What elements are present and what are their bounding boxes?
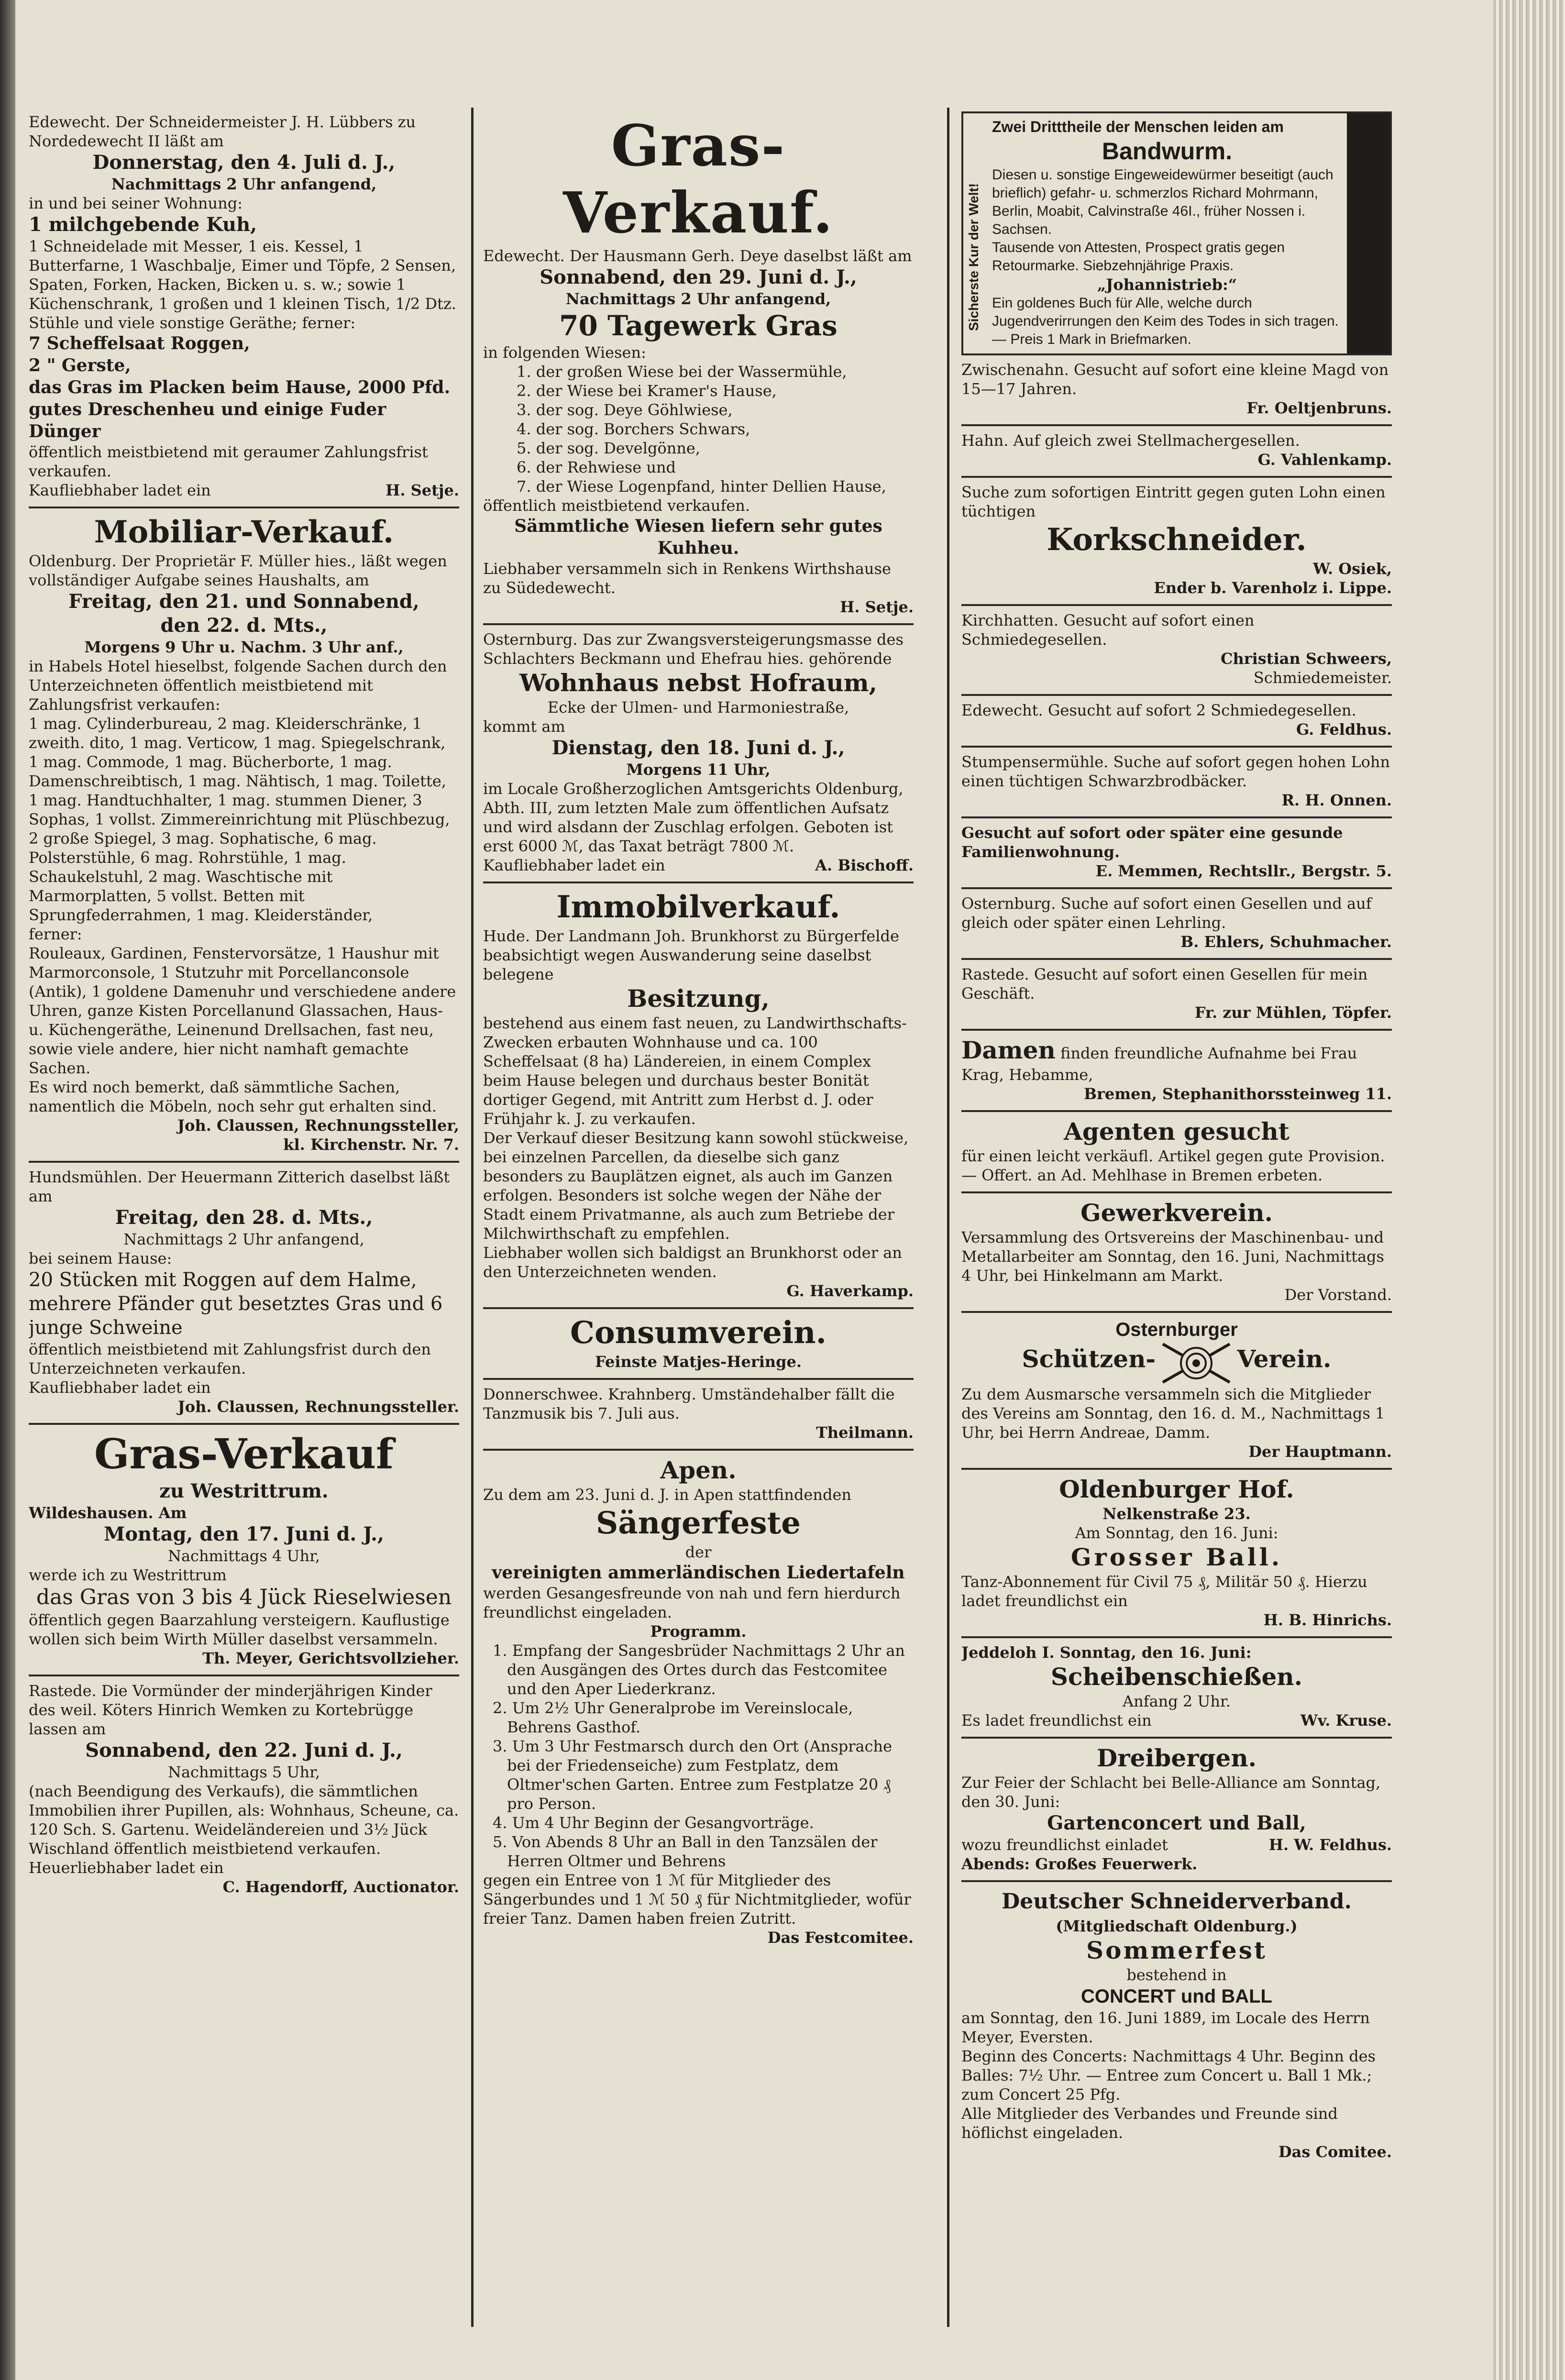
ad-line: öffentlich meistbietend mit geraumer Zahlungsfrist verkaufen. bbox=[29, 443, 428, 480]
ad-title: Apen. bbox=[660, 1456, 737, 1484]
ad-sig-pre: Es ladet freundlichst ein bbox=[961, 1711, 1152, 1730]
ad-body: Tausende von Attesten, Prospect gratis gegen Retourmarke. Siebzehnjährige Praxis. bbox=[992, 240, 1285, 274]
ad-text: Zu dem Ausmarsche versammeln sich die Mitglieder des Vereins am Sonntag, den 16. d. M., Nachmittags 1 Uhr, bei Herrn Andreae, Damm. bbox=[961, 1385, 1385, 1442]
ad-familienwohnung bbox=[961, 818, 1392, 889]
ad-bandwurm-box bbox=[961, 111, 1392, 355]
ad-program-item: 4. Um 4 Uhr Beginn der Gesangvorträge. bbox=[493, 1814, 814, 1832]
ad-sig: G. Vahlenkamp. bbox=[1257, 451, 1392, 469]
ad-title: Dreibergen. bbox=[1096, 1744, 1257, 1772]
ad-sig: Joh. Claussen, Rechnungssteller, bbox=[177, 1116, 459, 1135]
ad-sig: E. Memmen, Rechtsllr., Bergstr. 5. bbox=[1095, 862, 1392, 880]
ad-time: Nachmittags 2 Uhr anfangend, bbox=[111, 175, 377, 193]
ad-big: 70 Tagewerk Gras bbox=[559, 309, 838, 342]
ad-damen bbox=[961, 1031, 1392, 1112]
ad-note: Es wird noch bemerkt, daß sämmtliche Sachen, namentlich die Möbeln, noch sehr gut erhalten sind. bbox=[29, 1078, 437, 1115]
ad-time: Morgens 11 Uhr, bbox=[626, 760, 771, 779]
ad-invite: werden Gesangesfreunde von nah und fern hierdurch freundlichst eingeladen. bbox=[483, 1584, 901, 1621]
ad-text: am Sonntag, den 16. Juni 1889, im Locale des Herrn Meyer, Eversten. bbox=[961, 2009, 1370, 2046]
ad-title-right: Verein. bbox=[1237, 1344, 1332, 1373]
ad-text: Stumpensermühle. Suche auf sofort gegen hohen Lohn einen tüchtigen Schwarzbrodbäcker. bbox=[961, 753, 1390, 790]
ad-list: 1 mag. Cylinderbureau, 2 mag. Kleiderschränke, 1 zweith. dito, 1 mag. Verticow, 1 mag. Spiegelschrank, 1 mag. Commode, 1 mag. Bücherborte, 1 mag. Damenschreibtisch, 1 mag. Nähtisch, 1 mag. Toilette, 1 mag. Handtuchhalter, 1 mag. stummen Diener, 3 Sophas, 1 vollst. Zimmereinrichtung mit Plüschbezug, 2 große Spiegel, 3 mag. Sophatische, 6 mag. Polsterstühle, 6 mag. Rohrstühle, 1 mag. Schaukelstuhl, 2 mag. Waschtische mit Marmorplatten, 5 vollst. Betten mit Sprungfederrahmen, 1 mag. Kleiderständer, bbox=[29, 715, 450, 924]
ad-list-item: 2. der Wiese bei Kramer's Hause, bbox=[517, 382, 777, 400]
ad-consumverein bbox=[483, 1309, 914, 1380]
ad-sig: Theilmann. bbox=[816, 1423, 914, 1442]
ad-body: Der Verkauf dieser Besitzung kann sowohl stückweise, bei einzelnen Parcellen, da dieselbe sich ganz besonders zu Bauplätzen eignet, als auch im Ganzen erfolgen. Besonders ist solche wegen der Nähe der Stadt einem Privatmanne, als auch zum Betriebe der Milchwirthschaft zu empfehlen. bbox=[483, 1129, 909, 1243]
ad-gewerkverein bbox=[961, 1193, 1392, 1313]
ad-sig: W. Osiek, bbox=[1313, 560, 1392, 578]
ad-quote: „Johannistrieb:“ bbox=[1097, 275, 1237, 294]
ad-list: Rouleaux, Gardinen, Fenstervorsätze, 1 Haushur mit Marmorconsole, 1 Stutzuhr mit Porcellanconsole (Antik), 1 goldene Damenuhr und verschiedene andere Uhren, ganze Kisten Porcellanund Glassachen, Haus- u. Küchengeräthe, Leinenund Drellsachen, fast neu, sowie viele andere, hier nicht namhaft gemachte Sachen. bbox=[29, 944, 456, 1077]
ad-oldenburger-hof bbox=[961, 1470, 1392, 1638]
ad-body: das Gras von 3 bis 4 Jück Rieselwiesen bbox=[36, 1585, 452, 1609]
ad-time: Nachmittags 2 Uhr anfangend, bbox=[565, 290, 831, 308]
ad-date: Montag, den 17. Juni d. J., bbox=[104, 1523, 384, 1545]
ad-der: der bbox=[685, 1543, 712, 1561]
ad-addr: Nelkenstraße 23. bbox=[1102, 1505, 1251, 1523]
ad-text: Edewecht. Gesucht auf sofort 2 Schmiedegesellen. bbox=[961, 701, 1356, 719]
ad-dreibergen bbox=[961, 1739, 1392, 1882]
ad-immobilverkauf bbox=[483, 883, 914, 1309]
ad-top: Osternburger bbox=[1115, 1319, 1238, 1340]
ad-sig: Das Festcomitee. bbox=[767, 1928, 914, 1947]
ad-inv: wozu freundlichst einladet bbox=[961, 1836, 1168, 1854]
ad-program-item: 5. Von Abends 8 Uhr an Ball in den Tanzsälen der Herren Oltmer und Behrens bbox=[493, 1833, 878, 1870]
ad-rastede-wemken bbox=[29, 1676, 459, 1903]
ad-date: Sonnabend, den 29. Juni d. J., bbox=[540, 266, 857, 288]
target-crossed-rifles-icon bbox=[1160, 1342, 1232, 1385]
ad-extra: Abends: Großes Feuerwerk. bbox=[961, 1855, 1198, 1873]
ad-kommt: kommt am bbox=[483, 717, 565, 736]
ad-line: 1 milchgebende Kuh, bbox=[29, 213, 257, 236]
ad-bestehend: bestehend in bbox=[1126, 1966, 1227, 1984]
ad-black-bar bbox=[1347, 113, 1390, 353]
ad-date: Dienstag, den 18. Juni d. J., bbox=[551, 737, 845, 759]
ad-schuetzenverein bbox=[961, 1313, 1392, 1470]
ad-agenten bbox=[961, 1112, 1392, 1193]
ad-body: Liebhaber wollen sich baldigst an Brunkhorst oder an den Unterzeichneten wenden. bbox=[483, 1244, 902, 1281]
ad-sig: Der Hauptmann. bbox=[1248, 1443, 1392, 1461]
ad-sig: H. W. Feldhus. bbox=[1268, 1836, 1392, 1854]
ad-text: Kirchhatten. Gesucht auf sofort einen Schmiedegesellen. bbox=[961, 611, 1255, 649]
ad-zwischenahn bbox=[961, 355, 1392, 426]
ad-text: Hahn. Auf gleich zwei Stellmachergesellen. bbox=[961, 431, 1300, 450]
ad-line: 1 Schneidelade mit Messer, 1 eis. Kessel, 1 Butterfarne, 1 Waschbalje, Eimer und Töpfe, 2 Sensen, Spaten, Forken, Hacken, Bicken u. s. w.; sowie 1 Küchenschrank, 1 großen und 1 kleinen Tisch, 1/2 Dtz. Stühle und viele sonstige Geräthe; ferner: bbox=[29, 237, 456, 332]
ad-intro: Suche zum sofortigen Eintritt gegen guten Lohn einen tüchtigen bbox=[961, 483, 1386, 520]
ad-intro: Edewecht. Der Schneidermeister J. H. Lübbers zu Nordedewecht II läßt am bbox=[29, 113, 416, 150]
ad-body: in Habels Hotel hieselbst, folgende Sachen durch den Unterzeichneten öffentlich meistbietend mit Zahlungsfrist verkaufen: bbox=[29, 657, 447, 714]
ad-edewecht-luebbers bbox=[29, 108, 459, 508]
ad-big: Sommerfest bbox=[1086, 1936, 1267, 1964]
ad-sig: G. Haverkamp. bbox=[786, 1282, 914, 1300]
ad-side-text: Sicherste Kur der Welt! bbox=[966, 183, 981, 331]
ad-sig: Joh. Claussen, Rechnungssteller. bbox=[177, 1398, 459, 1416]
ad-title: Immobilverkauf. bbox=[556, 889, 840, 925]
ad-apen-saengerfest bbox=[483, 1451, 914, 1954]
ad-date: Donnerstag, den 4. Juli d. J., bbox=[92, 151, 396, 174]
ad-sig: Wv. Kruse. bbox=[1300, 1711, 1392, 1730]
ad-line: 7 Scheffelsaat Roggen, bbox=[29, 333, 250, 353]
ad-sig: H. Setje. bbox=[386, 481, 459, 499]
ad-list-item: 7. der Wiese Logenpfand, hinter Dellien Hause, bbox=[517, 477, 886, 496]
ad-intro: Jeddeloh I. Sonntag, den 16. Juni: bbox=[961, 1643, 1252, 1662]
ad-date: Am Sonntag, den 16. Juni: bbox=[1075, 1524, 1278, 1542]
column-rule-right bbox=[947, 108, 949, 2327]
ad-osternburg-ehlers bbox=[961, 889, 1392, 960]
ad-head: Zwei Dritttheile der Menschen leiden am bbox=[992, 118, 1284, 135]
ad-rastede-muehlen bbox=[961, 960, 1392, 1031]
ad-date: den 22. d. Mts., bbox=[160, 614, 328, 637]
ad-time: Nachmittags 2 Uhr anfangend, bbox=[123, 1230, 364, 1248]
ad-text: Gesucht auf sofort oder später eine gesunde Familienwohnung. bbox=[961, 824, 1343, 861]
ad-mobiliar-verkauf bbox=[29, 508, 459, 1163]
ad-date: Sonnabend, den 22. Juni d. J., bbox=[85, 1739, 403, 1762]
ad-body: bestehend aus einem fast neuen, zu Landwirthschafts-Zwecken erbauten Wohnhause und ca. 100 Scheffelsaat (8 ha) Ländereien, in einem Complex beim Hause belegen und durchaus bester Bonität dortiger Gegend, mit Antritt zum Herbst d. J. oder Frühjahr k. J. zu verkaufen. bbox=[483, 1014, 907, 1128]
ad-title: Deutscher Schneiderverband. bbox=[1002, 1889, 1352, 1914]
ad-sig-pre: Kaufliebhaber ladet ein bbox=[29, 481, 211, 499]
ad-text: Alle Mitglieder des Verbandes und Freunde sind höflichst eingeladen. bbox=[961, 2105, 1338, 2142]
ad-body: Donnerschwee. Krahnberg. Umständehalber fällt die Tanzmusik bis 7. Juli aus. bbox=[483, 1385, 895, 1422]
ad-schneiderverband bbox=[961, 1882, 1392, 2168]
ad-sub: vereinigten ammerländischen Liedertafeln bbox=[492, 1563, 905, 1583]
ad-time: Morgens 9 Uhr u. Nachm. 3 Uhr anf., bbox=[84, 638, 404, 656]
ad-concert: CONCERT und BALL bbox=[1081, 1986, 1272, 2007]
ad-sig: Ender b. Varenholz i. Lippe. bbox=[1154, 579, 1392, 597]
ad-sig: C. Hagendorff, Auctionator. bbox=[222, 1878, 459, 1896]
ad-title: Damen bbox=[961, 1036, 1056, 1064]
ad-place: Wildeshausen. Am bbox=[29, 1504, 187, 1522]
column-left bbox=[29, 108, 459, 2327]
ad-intro: Rastede. Die Vormünder der minderjährigen Kinder des weil. Köters Hinrich Wemken zu Kortebrügge lassen am bbox=[29, 1682, 432, 1738]
ad-donnerschwee bbox=[483, 1380, 914, 1451]
ad-program-item: 2. Um 2½ Uhr Generalprobe im Vereinslocale, Behrens Gasthof. bbox=[493, 1699, 853, 1736]
ad-sig: R. H. Onnen. bbox=[1281, 791, 1392, 809]
ad-kirchhatten bbox=[961, 606, 1392, 696]
ad-sub: Feinste Matjes-Heringe. bbox=[595, 1353, 802, 1371]
ad-title: Agenten gesucht bbox=[1064, 1117, 1289, 1146]
ad-big: Sängerfeste bbox=[596, 1505, 801, 1541]
ad-title-left: Schützen- bbox=[1022, 1344, 1156, 1373]
ad-text: für einen leicht verkäufl. Artikel gegen gute Provision. — Offert. an Ad. Mehlhase in Bremen erbeten. bbox=[961, 1147, 1385, 1184]
ad-end: gegen ein Entree von 1 ℳ für Mitglieder des Sängerbundes und 1 ℳ 50 ₰ für Nichtmitglieder, wofür freier Tanz. Damen haben freien Zutritt. bbox=[483, 1871, 911, 1928]
ad-sub: (Mitgliedschaft Oldenburg.) bbox=[1056, 1917, 1298, 1935]
ad-intro: Zu dem am 23. Juni d. J. in Apen stattfindenden bbox=[483, 1486, 851, 1504]
ad-date: Freitag, den 21. und Sonnabend, bbox=[68, 590, 419, 613]
ad-end: öffentlich gegen Baarzahlung versteigern. Kauflustige wollen sich beim Wirth Müller daselbst versammeln. bbox=[29, 1611, 450, 1648]
ad-program-item: 1. Empfang der Sangesbrüder Nachmittags 2 Uhr an den Ausgängen des Ortes durch das Festcomitee und den Aper Liederkranz. bbox=[493, 1642, 905, 1698]
ad-hundsmuehlen bbox=[29, 1163, 459, 1425]
ad-hahn bbox=[961, 426, 1392, 478]
ad-sig: H. Setje. bbox=[840, 598, 914, 616]
ad-text: finden freundliche Aufnahme bei Frau Krag, Hebamme, bbox=[961, 1044, 1357, 1084]
ad-intro: werde ich zu Westrittrum bbox=[29, 1566, 227, 1584]
ad-sig: G. Feldhus. bbox=[1296, 720, 1392, 738]
ad-sig: Fr. Oeltjenbruns. bbox=[1246, 399, 1392, 417]
ad-text: Zur Feier der Schlacht bei Belle-Alliance am Sonntag, den 30. Juni: bbox=[961, 1774, 1381, 1811]
ad-time: Anfang 2 Uhr. bbox=[1123, 1692, 1231, 1710]
ad-big: Besitzung, bbox=[627, 984, 770, 1013]
ad-time: Nachmittags 5 Uhr, bbox=[167, 1763, 320, 1781]
ad-line: das Gras im Placken beim Hause, 2000 Pfd. gutes Dreschenheu und einige Fuder Dünger bbox=[29, 377, 451, 441]
ad-sub: zu Westrittrum. bbox=[159, 1480, 329, 1502]
ad-body: (nach Beendigung des Verkaufs), die sämmtlichen Immobilien ihrer Pupillen, als: Wohnhaus, Scheune, ca. 120 Sch. S. Gartenu. Weideländereien und 3½ Jück Wischland öffentlich meistbietend verkaufen. bbox=[29, 1782, 459, 1858]
ad-text: Tanz-Abonnement für Civil 75 ₰, Militär 50 ₰. Hierzu ladet freundlichst ein bbox=[961, 1573, 1367, 1610]
column-middle bbox=[483, 108, 914, 2327]
ad-body: Diesen u. sonstige Eingeweidewürmer beseitigt (auch brieflich) gefahr- u. schmerzlos Richard Mohrmann, Berlin, Moabit, Calvinstraße 46I., früher Nossen i. Sachsen. bbox=[992, 167, 1334, 237]
ad-programm: Programm. bbox=[650, 1622, 747, 1641]
ad-in: in folgenden Wiesen: bbox=[483, 343, 646, 362]
ad-end: öffentlich meistbietend mit Zahlungsfrist durch den Unterzeichneten verkaufen. bbox=[29, 1340, 431, 1377]
ad-meet: Liebhaber versammeln sich in Renkens Wirthshause zu Südedewecht. bbox=[483, 560, 891, 597]
ad-intro: Hundsmühlen. Der Heuermann Zitterich daselbst läßt am bbox=[29, 1168, 450, 1205]
ad-place: in und bei seiner Wohnung: bbox=[29, 194, 243, 212]
ad-text: Osternburg. Suche auf sofort einen Gesellen und auf gleich oder später einen Lehrling. bbox=[961, 894, 1372, 932]
ad-big: Gartenconcert und Ball, bbox=[1047, 1812, 1306, 1834]
ad-text: Beginn des Concerts: Nachmittags 4 Uhr. Beginn des Balles: 7½ Uhr. — Entree zum Concert u. Ball 1 Mk.; zum Concert 25 Pfg. bbox=[961, 2047, 1376, 2104]
ad-sig: Fr. zur Mühlen, Töpfer. bbox=[1194, 1003, 1392, 1022]
ad-list-item: 3. der sog. Deye Göhlwiese, bbox=[517, 401, 733, 419]
ad-sig: Der Vorstand. bbox=[1284, 1286, 1392, 1304]
ad-date: Freitag, den 28. d. Mts., bbox=[115, 1206, 373, 1229]
ad-sig-pre: Heuerliebhaber ladet ein bbox=[29, 1859, 224, 1877]
ad-sig: Th. Meyer, Gerichtsvollzieher. bbox=[202, 1649, 459, 1667]
ad-stumpensermuehle bbox=[961, 748, 1392, 818]
ad-list-item: 4. der sog. Borchers Schwars, bbox=[517, 420, 750, 438]
ad-sig: H. B. Hinrichs. bbox=[1263, 1611, 1392, 1629]
column-rule-left bbox=[471, 108, 474, 2327]
ad-line: 2 " Gerste, bbox=[29, 355, 131, 375]
ad-sig: Das Comitee. bbox=[1278, 2143, 1392, 2161]
ad-gras-verkauf-deye bbox=[483, 108, 914, 625]
ad-body: 20 Stücken mit Roggen auf dem Halme, mehrere Pfänder gut besetztes Gras und 6 junge Schweine bbox=[29, 1269, 443, 1339]
ad-title: Mobiliar-Verkauf. bbox=[94, 514, 394, 550]
ad-sig: Christian Schweers, bbox=[1221, 650, 1392, 668]
ad-bold: Sämmtliche Wiesen liefern sehr gutes Kuhheu. bbox=[514, 516, 882, 558]
ad-sig-pre: Kaufliebhaber ladet ein bbox=[483, 856, 665, 874]
ad-intro: Osternburg. Das zur Zwangsversteigerungsmasse des Schlachters Beckmann und Ehefrau hies. gehörende bbox=[483, 630, 904, 668]
ad-title: Gewerkverein. bbox=[1080, 1199, 1273, 1227]
ad-place: bei seinem Hause: bbox=[29, 1249, 172, 1267]
ad-big: Wohnhaus nebst Hofraum, bbox=[519, 669, 878, 697]
ad-intro: Oldenburg. Der Proprietär F. Müller hies., läßt wegen vollständiger Aufgabe seines Haushalts, am bbox=[29, 552, 447, 589]
ad-program-item: 3. Um 3 Uhr Festmarsch durch den Ort (Ansprache bei der Friedenseiche) zum Festplatz, dem Oltmer'schen Garten. Entree zum Festplatze 20 ₰ pro Person. bbox=[493, 1737, 893, 1813]
ad-text: Rastede. Gesucht auf sofort einen Gesellen für mein Geschäft. bbox=[961, 965, 1368, 1003]
ad-title: Korkschneider. bbox=[1047, 522, 1307, 558]
ad-intro: Hude. Der Landmann Joh. Brunkhorst zu Bürgerfelde beabsichtigt wegen Auswanderung seine daselbst belegene bbox=[483, 927, 899, 983]
ad-text: Zwischenahn. Gesucht auf sofort eine kleine Magd von 15—17 Jahren. bbox=[961, 361, 1389, 398]
ad-ferner: ferner: bbox=[29, 925, 82, 943]
ad-title: Gras-Verkauf. bbox=[563, 112, 834, 246]
ad-list-item: 6. der Rehwiese und bbox=[517, 458, 676, 476]
ad-title: Gras-Verkauf bbox=[94, 1430, 394, 1478]
ad-text: Versammlung des Ortsvereins der Maschinenbau- und Metallarbeiter am Sonntag, den 16. Juni, Nachmittags 4 Uhr, bei Hinkelmann am Markt. bbox=[961, 1228, 1384, 1285]
ad-title: Bandwurm. bbox=[1102, 138, 1233, 165]
ad-time: Nachmittags 4 Uhr, bbox=[167, 1547, 320, 1565]
ad-jeddeloh bbox=[961, 1638, 1392, 1739]
ad-sig: kl. Kirchenstr. Nr. 7. bbox=[283, 1135, 459, 1154]
ad-list-item: 5. der sog. Develgönne, bbox=[517, 439, 701, 457]
ad-edewecht-feldhus bbox=[961, 696, 1392, 748]
ad-gras-verkauf-westrittrum bbox=[29, 1425, 459, 1676]
ad-sig: B. Ehlers, Schuhmacher. bbox=[1180, 933, 1392, 951]
ad-book: Ein goldenes Buch für Alle, welche durch Jugendverirrungen den Keim des Todes in sich tragen. — Preis 1 Mark in Briefmarken. bbox=[992, 295, 1339, 347]
ad-title: Consumverein. bbox=[570, 1315, 827, 1351]
ad-addr: Bremen, Stephanithorssteinweg 11. bbox=[1083, 1085, 1392, 1103]
ad-title: Oldenburger Hof. bbox=[1059, 1475, 1294, 1503]
ad-sig: A. Bischoff. bbox=[815, 856, 914, 874]
ad-big: Grosser Ball. bbox=[1070, 1543, 1283, 1571]
ad-title: Scheibenschießen. bbox=[1050, 1663, 1303, 1691]
ad-body: im Locale Großherzoglichen Amtsgerichts Oldenburg, Abth. III, zum letzten Male zum öffentlichen Aufsatz und wird alsdann der Zuschlag erfolgen. Geboten ist erst 6000 ℳ, das Taxat beträgt 7800 ℳ. bbox=[483, 780, 904, 855]
ad-sig-pre: Kaufliebhaber ladet ein bbox=[29, 1378, 211, 1397]
ad-sub: Ecke der Ulmen- und Harmoniestraße, bbox=[547, 698, 849, 716]
column-right bbox=[961, 108, 1392, 2327]
ad-sig2: Schmiedemeister. bbox=[1253, 669, 1392, 687]
ad-end: öffentlich meistbietend verkaufen. bbox=[483, 496, 750, 515]
ad-intro: Edewecht. Der Hausmann Gerh. Deye daselbst läßt am bbox=[483, 247, 912, 265]
ad-list-item: 1. der großen Wiese bei der Wassermühle, bbox=[517, 363, 847, 381]
ad-korkschneider bbox=[961, 478, 1392, 606]
ad-osternburg-wohnhaus bbox=[483, 625, 914, 883]
